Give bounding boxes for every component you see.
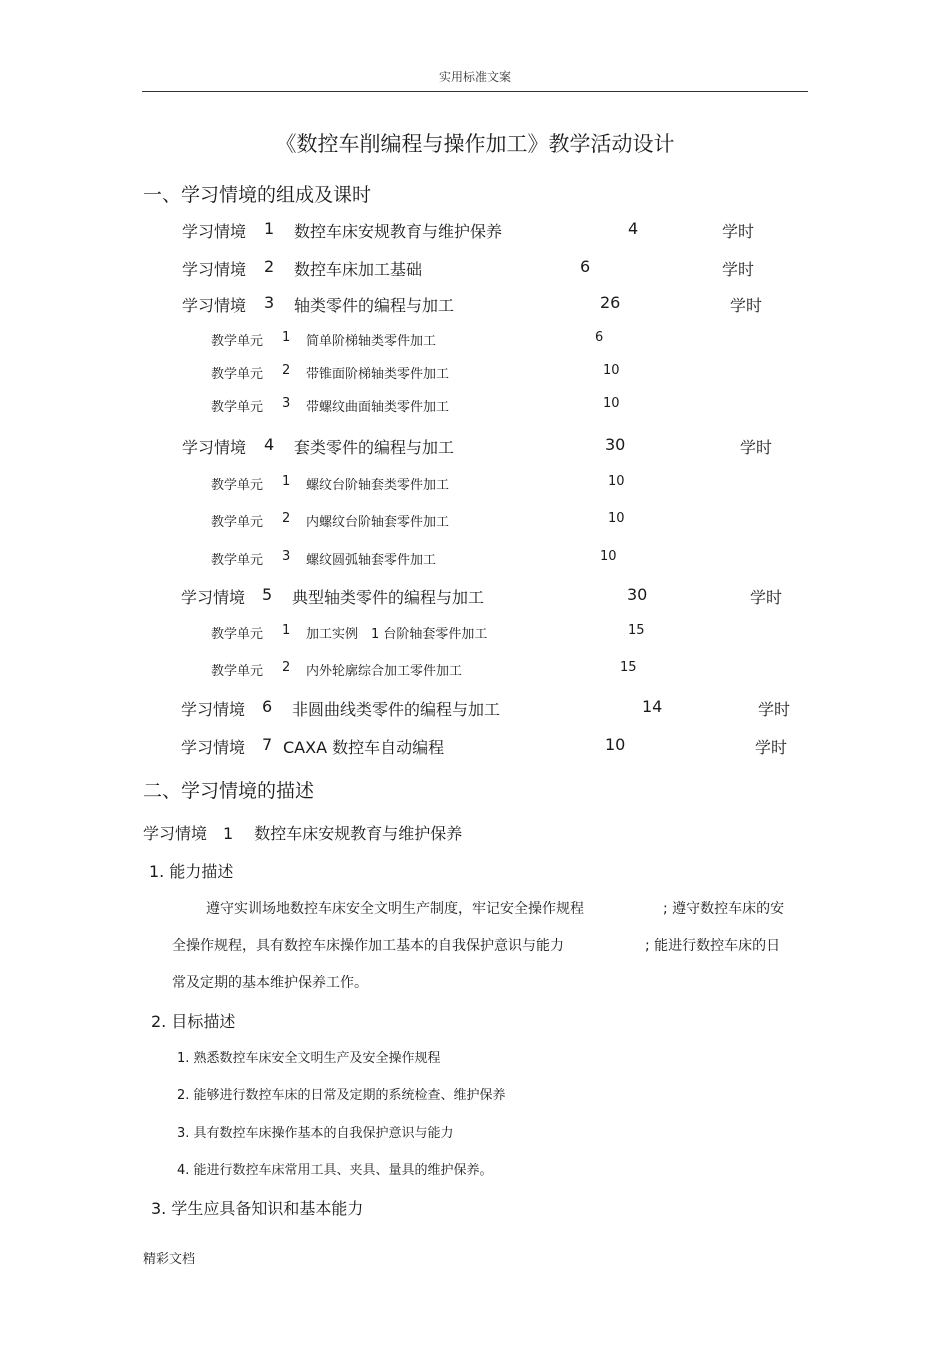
unit-name: 加工实例 1 台阶轴套零件加工 — [306, 627, 488, 642]
unit-hours: 10 — [603, 363, 620, 378]
situation-number: 7 — [262, 735, 273, 754]
situation-hours: 4 — [628, 219, 639, 238]
situation-unit: 学时 — [755, 738, 788, 757]
situation-unit: 学时 — [758, 700, 791, 719]
unit-name: 带锥面阶梯轴类零件加工 — [306, 367, 450, 382]
situation-name: 套类零件的编程与加工 — [294, 438, 455, 457]
situation-unit: 学时 — [722, 222, 755, 241]
situation-hours: 6 — [580, 257, 591, 276]
situation-unit: 学时 — [750, 588, 783, 607]
ability-line: 全操作规程，具有数控车床操作加工基本的自我保护意识与能力 — [172, 938, 564, 954]
unit-label: 教学单元 — [211, 664, 264, 679]
goal-item: 1. 熟悉数控车床安全文明生产及安全操作规程 — [177, 1051, 441, 1066]
unit-number: 1 — [282, 330, 291, 345]
unit-hours: 6 — [595, 330, 604, 345]
section-heading-1: 一、学习情境的组成及课时 — [143, 184, 372, 206]
situation-number: 1 — [264, 219, 275, 238]
unit-label: 教学单元 — [211, 478, 264, 493]
unit-label: 教学单元 — [211, 627, 264, 642]
situation-label: 学习情境 — [181, 700, 246, 719]
situation-name: 数控车床加工基础 — [294, 260, 423, 279]
unit-name: 螺纹台阶轴套类零件加工 — [306, 478, 450, 493]
situation-number: 4 — [264, 435, 275, 454]
goal-heading: 2. 目标描述 — [151, 1012, 236, 1031]
situation-hours: 26 — [600, 293, 621, 312]
unit-number: 2 — [282, 660, 291, 675]
goal-item: 2. 能够进行数控车床的日常及定期的系统检查、维护保养 — [177, 1088, 506, 1103]
unit-hours: 10 — [600, 549, 617, 564]
situation-hours: 14 — [642, 697, 663, 716]
unit-name: 内螺纹台阶轴套零件加工 — [306, 515, 450, 530]
ability-line-tail: ; 能进行数控车床的日 — [645, 938, 781, 954]
unit-name: 带螺纹曲面轴类零件加工 — [306, 400, 450, 415]
situation-label: 学习情境 — [182, 222, 247, 241]
unit-label: 教学单元 — [211, 553, 264, 568]
unit-hours: 15 — [620, 660, 637, 675]
page-header: 实用标准文案 — [438, 70, 511, 84]
goal-item: 3. 具有数控车床操作基本的自我保护意识与能力 — [177, 1126, 454, 1141]
ability-heading: 1. 能力描述 — [149, 862, 234, 881]
unit-number: 3 — [282, 396, 291, 411]
description-heading: 学习情境 1 数控车床安规教育与维护保养 — [143, 824, 463, 843]
situation-hours: 30 — [605, 435, 626, 454]
situation-name: CAXA 数控车自动编程 — [283, 738, 445, 757]
unit-number: 1 — [282, 623, 291, 638]
unit-hours: 10 — [603, 396, 620, 411]
unit-hours: 10 — [608, 474, 625, 489]
unit-hours: 15 — [628, 623, 645, 638]
unit-name: 螺纹圆弧轴套零件加工 — [306, 553, 437, 568]
situation-hours: 30 — [627, 585, 648, 604]
situation-name: 数控车床安规教育与维护保养 — [294, 222, 503, 241]
situation-label: 学习情境 — [182, 438, 247, 457]
section-heading-2: 二、学习情境的描述 — [143, 780, 315, 802]
goal-item: 4. 能进行数控车床常用工具、夹具、量具的维护保养。 — [177, 1163, 493, 1178]
unit-label: 教学单元 — [211, 515, 264, 530]
unit-number: 1 — [282, 474, 291, 489]
situation-label: 学习情境 — [182, 260, 247, 279]
unit-label: 教学单元 — [211, 367, 264, 382]
document-title: 《数控车削编程与操作加工》教学活动设计 — [275, 132, 675, 156]
situation-name: 非圆曲线类零件的编程与加工 — [292, 700, 501, 719]
unit-number: 3 — [282, 549, 291, 564]
situation-name: 轴类零件的编程与加工 — [294, 296, 455, 315]
unit-name: 内外轮廓综合加工零件加工 — [306, 664, 463, 679]
unit-number: 2 — [282, 511, 291, 526]
situation-unit: 学时 — [722, 260, 755, 279]
situation-label: 学习情境 — [181, 588, 246, 607]
ability-line: 遵守实训场地数控车床安全文明生产制度，牢记安全操作规程 — [206, 901, 584, 917]
situation-number: 2 — [264, 257, 275, 276]
situation-name: 典型轴类零件的编程与加工 — [292, 588, 485, 607]
situation-number: 3 — [264, 293, 275, 312]
situation-number: 6 — [262, 697, 273, 716]
situation-label: 学习情境 — [182, 296, 247, 315]
unit-hours: 10 — [608, 511, 625, 526]
ability-line-tail: ; 遵守数控车床的安 — [663, 901, 785, 917]
ability-line: 常及定期的基本维护保养工作。 — [172, 975, 368, 991]
header-divider — [142, 91, 808, 92]
page-footer: 精彩文档 — [143, 1252, 196, 1267]
unit-number: 2 — [282, 363, 291, 378]
unit-label: 教学单元 — [211, 334, 264, 349]
situation-label: 学习情境 — [181, 738, 246, 757]
unit-label: 教学单元 — [211, 400, 264, 415]
unit-name: 简单阶梯轴类零件加工 — [306, 334, 437, 349]
situation-unit: 学时 — [740, 438, 773, 457]
situation-number: 5 — [262, 585, 273, 604]
knowledge-heading: 3. 学生应具备知识和基本能力 — [151, 1199, 364, 1218]
situation-hours: 10 — [605, 735, 626, 754]
situation-unit: 学时 — [730, 296, 763, 315]
